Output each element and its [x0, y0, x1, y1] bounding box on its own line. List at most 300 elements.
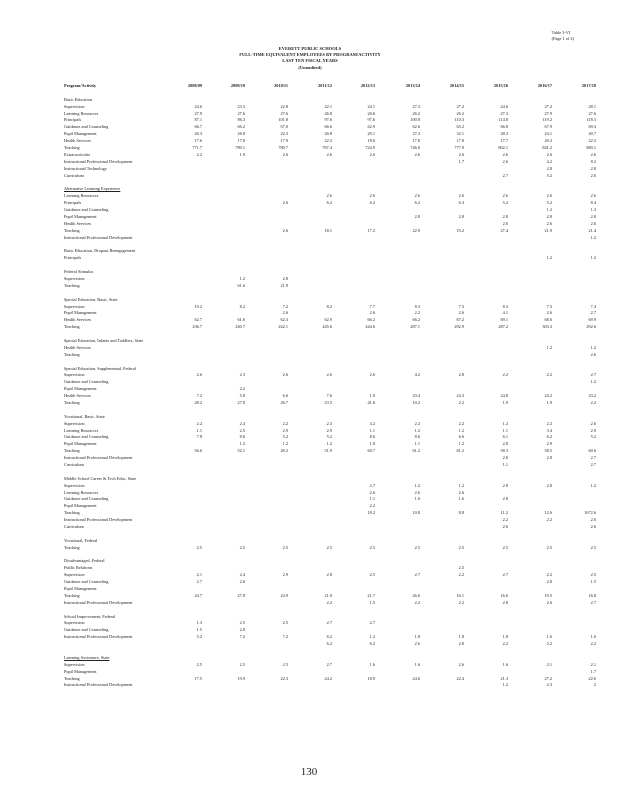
table-cell: 24.6 — [412, 675, 420, 681]
table-cell: 1.6 — [414, 496, 420, 502]
table-cell: 21.9 — [280, 282, 288, 288]
table-row — [64, 393, 596, 400]
table-cell: 58.5 — [544, 448, 552, 454]
table-cell: 2.8 — [590, 213, 596, 219]
table-cell: 24.1 — [544, 131, 552, 137]
table-row — [64, 310, 596, 317]
table-cell: 2.6 — [590, 420, 596, 426]
table-cell: 6.6 — [458, 434, 464, 440]
row-label: Teaching — [64, 145, 80, 151]
table-number: Table 3-VI — [551, 30, 571, 35]
table-cell: 2.5 — [196, 661, 202, 667]
table-cell: 28.3 — [500, 131, 508, 137]
table-reference — [552, 30, 574, 42]
table-row — [64, 324, 596, 331]
table-cell: 245.6 — [322, 324, 332, 330]
table-row — [64, 276, 554, 283]
table-row — [64, 193, 596, 200]
table-cell: 1.5 — [196, 627, 202, 633]
row-label: Pupil Management — [64, 310, 97, 316]
table-cell: 6.2 — [369, 641, 375, 647]
table-cell: 61.2 — [412, 448, 420, 454]
table-cell: 17.6 — [194, 138, 202, 144]
table-row — [64, 517, 596, 524]
table-cell: 2.2 — [546, 517, 552, 523]
table-cell: 1.8 — [458, 634, 464, 640]
table-cell: 62.3 — [280, 317, 288, 323]
page-indicator: (Page 1 of 2) — [551, 36, 574, 41]
table-cell: 880.1 — [586, 145, 596, 151]
table-cell: 2.4 — [239, 572, 245, 578]
table-cell: 2.2 — [196, 151, 202, 157]
table-row — [64, 461, 596, 469]
table-cell: 26.8 — [237, 131, 245, 137]
table-cell: 27.8 — [237, 592, 245, 598]
table-cell: 1.2 — [502, 420, 508, 426]
table-cell: 242.1 — [278, 324, 288, 330]
table-cell: 22.1 — [324, 103, 332, 109]
table-cell: 8.6 — [369, 434, 375, 440]
row-label: Supervision — [64, 482, 85, 488]
table-cell: 7.4 — [590, 303, 596, 309]
table-cell: 24.7 — [194, 592, 202, 598]
row-label: Teaching — [64, 510, 80, 516]
table-cell: 11.2 — [500, 510, 508, 516]
table-row — [64, 344, 596, 352]
table-row — [64, 131, 596, 138]
table-cell: 2.6 — [369, 193, 375, 199]
section-title: Basic Education — [64, 96, 93, 102]
table-cell: 19.5 — [544, 592, 552, 598]
table-row — [64, 592, 596, 600]
table-cell: 2.5 — [326, 544, 332, 550]
table-cell: 8.4 — [590, 200, 596, 206]
table-cell: 2.8 — [502, 482, 508, 488]
table-cell: 17.8 — [237, 138, 245, 144]
table-cell: 1.2 — [414, 482, 420, 488]
row-label: Supervision — [64, 303, 85, 309]
section-title: Special Education, Infants and Toddlers, State — [64, 337, 144, 343]
table-cell: 28.1 — [588, 103, 596, 109]
table-row — [64, 158, 596, 166]
table-cell: 101.8 — [278, 117, 288, 123]
table-cell: 777.9 — [454, 145, 464, 151]
column-header-year: 2014/15 — [449, 83, 464, 88]
header-title: FULL-TIME EQUIVALENT EMPLOYEES BY PROGRAM/ACTIVITY — [239, 52, 381, 58]
table-cell: 7.7 — [369, 303, 375, 309]
table-row — [64, 303, 596, 311]
row-label: Instructional Professional Development — [64, 234, 133, 240]
table-cell: 767.4 — [322, 145, 332, 151]
table-row — [64, 124, 596, 131]
row-label: Supervision — [64, 572, 85, 578]
table-cell: 2.8 — [546, 579, 552, 585]
table-cell: 24.1 — [367, 103, 375, 109]
table-cell: 1.1 — [414, 441, 420, 447]
row-label: Health Services — [64, 138, 92, 144]
table-cell: 2.6 — [239, 579, 245, 585]
table-cell: 2.2 — [502, 517, 508, 523]
table-cell: 2.5 — [369, 572, 375, 578]
table-cell: 1.1 — [369, 427, 375, 433]
table-cell: 6.2 — [326, 200, 332, 206]
spacer — [64, 469, 554, 476]
row-label: Pupil Management — [64, 386, 97, 392]
row-label: Public Relations — [64, 565, 93, 571]
table-cell: 2.3 — [546, 682, 552, 688]
table-cell: 746.0 — [410, 145, 420, 151]
spacer — [64, 648, 554, 655]
table-cell: 2.1 — [546, 661, 552, 667]
row-label: Curriculum — [64, 524, 84, 529]
section-title-row — [64, 558, 554, 565]
table-row — [64, 661, 596, 669]
table-cell: 2.6 — [502, 193, 508, 199]
table-row — [64, 572, 596, 579]
table-cell: 2.8 — [458, 372, 464, 378]
table-cell: 66.2 — [367, 317, 375, 323]
table-cell: 69.3 — [588, 124, 596, 130]
table-row — [64, 234, 596, 242]
table-cell: 2.6 — [546, 220, 552, 226]
table-cell: 2.2 — [590, 399, 596, 405]
table-cell: 2.2 — [546, 572, 552, 578]
table-cell: 56.6 — [194, 448, 202, 454]
spacer — [64, 607, 554, 614]
table-cell: 5.2 — [590, 434, 596, 440]
table-cell: 66.7 — [194, 124, 202, 130]
table-cell: 27.3 — [412, 103, 420, 109]
table-cell: 23.4 — [412, 393, 420, 399]
table-cell: 2.6 — [546, 193, 552, 199]
row-label: Guidance and Counseling — [64, 379, 109, 385]
table-cell: 1.6 — [458, 496, 464, 502]
table-cell: 1.7 — [458, 158, 464, 164]
table-row — [64, 386, 554, 393]
table-cell: 114.8 — [498, 117, 508, 123]
table-cell: 2.5 — [282, 544, 288, 550]
table-cell: 2.5 — [458, 544, 464, 550]
table-cell: 10.8 — [412, 510, 420, 516]
report-header — [180, 46, 440, 71]
table-cell: 5.8 — [239, 393, 245, 399]
row-label: Teaching — [64, 351, 80, 357]
table-cell: 2.2 — [590, 641, 596, 647]
section-title-row — [64, 614, 554, 621]
table-cell: 110.3 — [454, 117, 464, 123]
row-label: Instructional Professional Development — [64, 158, 133, 164]
row-label: Guidance and Counseling — [64, 627, 109, 633]
table-cell: 2.6 — [502, 220, 508, 226]
spacer — [64, 407, 554, 414]
table-cell: 780.7 — [278, 145, 288, 151]
section-title-row — [64, 538, 554, 545]
table-cell: 26.8 — [324, 131, 332, 137]
table-row — [64, 682, 596, 689]
table-cell: 303.3 — [542, 324, 552, 330]
table-cell: 7.2 — [239, 634, 245, 640]
table-cell: 2.6 — [282, 151, 288, 157]
row-label: Guidance and Counseling — [64, 434, 109, 440]
table-cell: 61.6 — [237, 317, 245, 323]
table-cell: 2.4 — [239, 420, 245, 426]
table-cell: 2.6 — [590, 193, 596, 199]
table-cell: 19.9 — [237, 675, 245, 681]
table-cell: 2.9 — [546, 441, 552, 447]
table-cell: 22.3 — [588, 138, 596, 144]
section-title-row — [64, 297, 554, 304]
table-cell: 58.3 — [500, 448, 508, 454]
column-header-label: Program/Activity — [64, 83, 97, 88]
table-cell: 40.7 — [588, 131, 596, 137]
row-label: Teaching — [64, 544, 80, 550]
row-label: Teaching — [64, 282, 80, 288]
section-title-row — [64, 414, 554, 421]
row-label: Guidance and Counseling — [64, 579, 109, 585]
table-cell: 17.9 — [280, 138, 288, 144]
table-cell: 8.6 — [239, 434, 245, 440]
table-cell: 52.1 — [237, 448, 245, 454]
table-row — [64, 420, 596, 428]
section-title-row — [64, 186, 554, 193]
table-cell: 236.7 — [192, 324, 202, 330]
table-cell: 2.6 — [546, 599, 552, 605]
row-label: Curriculum — [64, 461, 84, 467]
table-cell: 2.8 — [502, 496, 508, 502]
column-header-year: 2015/16 — [493, 83, 508, 88]
table-row — [64, 207, 596, 214]
row-label: Learning Resources — [64, 427, 99, 433]
section-title-row — [64, 97, 554, 104]
table-cell: 292.9 — [454, 324, 464, 330]
column-header-row — [64, 83, 596, 90]
table-cell: 17.7 — [500, 138, 508, 144]
table-cell: 2.6 — [326, 193, 332, 199]
table-cell: 2 — [593, 682, 596, 688]
table-cell: 2.1 — [196, 572, 202, 578]
table-cell: 2.5 — [239, 544, 245, 550]
row-label: Extracurricular — [64, 151, 91, 157]
table-cell: 26.3 — [194, 131, 202, 137]
table-cell: 67.9 — [544, 124, 552, 130]
table-cell: 26.6 — [367, 110, 375, 116]
row-label: Pupil Management — [64, 441, 97, 447]
table-row — [64, 117, 596, 124]
table-cell: 2.7 — [590, 372, 596, 378]
section-title-row — [64, 366, 554, 373]
table-cell: 1.2 — [414, 427, 420, 433]
table-cell: 27.8 — [237, 399, 245, 405]
row-label: Curriculum — [64, 172, 84, 178]
table-cell: 2.6 — [502, 158, 508, 164]
table-cell: 2.6 — [546, 151, 552, 157]
table-cell: 2.6 — [369, 489, 375, 495]
table-cell: 2.8 — [546, 455, 552, 461]
table-cell: 22.3 — [324, 138, 332, 144]
table-cell: 8.2 — [590, 158, 596, 164]
row-label: Instructional Professional Development — [64, 634, 133, 640]
table-cell: 16.8 — [588, 592, 596, 598]
table-cell: 2.7 — [590, 310, 596, 316]
table-cell: 2.2 — [458, 572, 464, 578]
table-cell: 17.2 — [367, 227, 375, 233]
spacer — [64, 331, 554, 338]
table-row — [64, 255, 596, 262]
table-cell: 18.9 — [367, 675, 375, 681]
table-cell: 2.8 — [502, 599, 508, 605]
table-cell: 2.9 — [590, 427, 596, 433]
row-label: Supervision — [64, 420, 85, 426]
row-label: Principals — [64, 200, 82, 206]
table-row — [64, 110, 596, 118]
table-cell: 7.3 — [546, 303, 552, 309]
table-cell: 4.2 — [369, 420, 375, 426]
table-row — [64, 448, 596, 455]
table-cell: 2.3 — [239, 372, 245, 378]
table-cell: 1.2 — [326, 441, 332, 447]
table-cell: 5.2 — [546, 172, 552, 178]
table-cell: 2.9 — [282, 572, 288, 578]
column-header-year: 2011/12 — [318, 83, 332, 88]
table-cell: 21.3 — [500, 675, 508, 681]
table-cell: 61.6 — [237, 282, 245, 288]
table-cell: 8.3 — [414, 303, 420, 309]
table-cell: 23.3 — [237, 103, 245, 109]
table-cell: 7.6 — [326, 393, 332, 399]
section-title: Middle School Career & Tech Educ, State — [64, 475, 137, 481]
table-cell: 27.6 — [280, 110, 288, 116]
section-title: Disadvantaged, Federal — [64, 558, 105, 564]
table-cell: 24.9 — [280, 592, 288, 598]
row-label: Instructional Professional Development — [64, 517, 133, 523]
table-cell: 2.1 — [590, 661, 596, 667]
table-cell: 62.7 — [194, 317, 202, 323]
table-cell: 1.2 — [369, 634, 375, 640]
header-period: LAST TEN FISCAL YEARS — [282, 58, 338, 64]
table-cell: 2.6 — [458, 489, 464, 495]
table-cell: 1.2 — [590, 482, 596, 488]
table-cell: 27.2 — [544, 675, 552, 681]
table-cell: 1.9 — [369, 393, 375, 399]
table-cell: 1.2 — [282, 441, 288, 447]
table-cell: 2.7 — [502, 172, 508, 178]
table-row — [64, 213, 596, 221]
table-cell: 1.2 — [239, 275, 245, 281]
row-label: Learning Resources — [64, 110, 99, 116]
table-row — [64, 544, 596, 552]
table-cell: 2.6 — [326, 372, 332, 378]
row-label: Pupil Management — [64, 586, 97, 592]
table-cell: 2.6 — [590, 351, 596, 357]
table-row — [64, 503, 554, 510]
table-cell: 27.4 — [500, 227, 508, 233]
table-cell: 1.6 — [590, 634, 596, 640]
table-cell: 2.7 — [590, 599, 596, 605]
table-cell: 24.6 — [500, 103, 508, 109]
column-header-year: 2016/17 — [537, 83, 552, 88]
table-cell: 21.0 — [324, 592, 332, 598]
table-cell: 2.5 — [546, 544, 552, 550]
page-number: 130 — [300, 766, 318, 778]
table-cell: 1.8 — [414, 634, 420, 640]
section-title-row — [64, 338, 554, 345]
table-cell: 66.2 — [237, 124, 245, 130]
table-cell: 27.3 — [412, 131, 420, 137]
table-cell: 1.2 — [458, 441, 464, 447]
header-note: (Unaudited) — [298, 64, 322, 70]
table-cell: 22.8 — [280, 103, 288, 109]
table-cell: 2.6 — [502, 455, 508, 461]
table-row — [64, 455, 596, 462]
table-cell: 6.3 — [458, 200, 464, 206]
table-cell: 28.2 — [194, 399, 202, 405]
table-cell: 2.7 — [326, 661, 332, 667]
table-cell: 22.6 — [588, 675, 596, 681]
table-cell: 2.5 — [590, 544, 596, 550]
table-cell: 2.2 — [239, 386, 245, 392]
row-label: Supervision — [64, 661, 85, 667]
table-cell: 12.6 — [544, 510, 552, 516]
table-cell: 2.5 — [414, 544, 420, 550]
spacer — [64, 241, 554, 248]
table-row — [64, 145, 596, 152]
table-cell: 2.9 — [282, 427, 288, 433]
table-cell: 32.1 — [456, 131, 464, 137]
table-cell: 2.7 — [369, 620, 375, 626]
table-cell: 2.6 — [282, 227, 288, 233]
table-cell: 26.2 — [456, 110, 464, 116]
row-label: Pupil Management — [64, 668, 97, 674]
column-header-year: 2010/11 — [274, 83, 288, 88]
table-cell: 2.8 — [546, 165, 552, 171]
table-cell: 1.9 — [239, 151, 245, 157]
table-cell: 2.8 — [458, 213, 464, 219]
table-cell: 24.2 — [324, 675, 332, 681]
table-cell: 2.7 — [369, 482, 375, 488]
table-row — [64, 641, 596, 648]
header-organization: EVERETT PUBLIC SCHOOLS — [278, 46, 342, 51]
table-cell: 16.1 — [456, 592, 464, 598]
table-cell: 724.9 — [365, 145, 375, 151]
table-row — [64, 399, 596, 407]
row-label: Learning Resources — [64, 489, 99, 495]
table-row — [64, 668, 596, 676]
table-cell: 2.6 — [590, 517, 596, 523]
table-row — [64, 620, 554, 627]
row-label: Teaching — [64, 399, 80, 405]
row-label: Teaching — [64, 448, 80, 454]
table-cell: 1.1 — [502, 461, 508, 467]
table-cell: 22.3 — [280, 675, 288, 681]
section-title-row — [64, 248, 554, 255]
table-cell: 4.2 — [546, 158, 552, 164]
table-cell: 2.2 — [458, 599, 464, 605]
section-title: Special Education, Basic, State — [64, 296, 118, 302]
table-cell: 5.2 — [502, 200, 508, 206]
table-cell: 2.6 — [414, 489, 420, 495]
table-cell: 24.2 — [544, 393, 552, 399]
table-cell: 7.2 — [282, 303, 288, 309]
table-cell: 1.9 — [546, 399, 552, 405]
table-cell: 2.5 — [282, 620, 288, 626]
row-label: Health Services — [64, 393, 92, 399]
table-cell: 1.2 — [590, 379, 596, 385]
table-cell: 1.2 — [546, 207, 552, 213]
table-cell: 18.1 — [324, 227, 332, 233]
table-cell: 29.1 — [367, 131, 375, 137]
section-title: Basic Education, Dropout Reengagement — [64, 248, 136, 254]
section-title: School Improvement, Federal — [64, 613, 116, 619]
